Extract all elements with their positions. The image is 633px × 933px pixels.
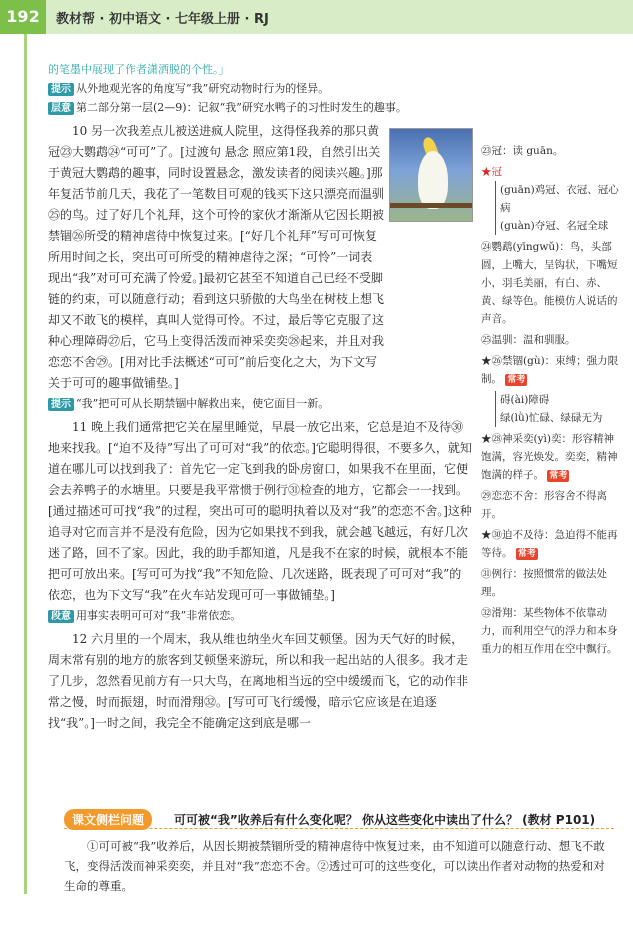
side-note-31: ㉛例行：按照惯常的做法处理。 [481, 568, 607, 598]
question-label: 课文侧栏问题 [64, 809, 152, 830]
side-note-24: ㉔鹦鹉(yīngwǔ)：鸟，头部圆，上嘴大，呈钩状，下嘴短小，羽毛美丽，有白、赤、黄、绿等色。能模仿人说话的声音。 [481, 241, 618, 325]
side-note-23: ㉓冠：读 guān。 [481, 145, 564, 157]
exam-badge: 常考 [549, 471, 568, 481]
note-tag: 提示 [48, 398, 74, 411]
note-text: 从外地观光客的角度写“我”研究动物时行为的怪异。 [76, 82, 330, 95]
note-hint-3 [48, 394, 472, 413]
side-note-32: ㉜滑翔：某些物体不依靠动力，而利用空气的浮力和本身重力的相互作用在空中飘行。 [481, 607, 618, 655]
paragraph-10: 10 另一次我差点儿被送进疯人院里，这得怪我养的那只黄冠㉓大鹦鹉㉔“可可”了。[过渡句 悬念 照应第1段，自然引出关于黄冠大鹦鹉的趣事，同时设置悬念，激发读者的阅读兴趣。]那年复活节前几天，我花了一笔数目可观的钱买下这只漂亮而温驯㉕的鸟。过了好几个礼拜，这个可怜的家伙才渐渐从它因长期被禁锢㉖所受的精神虐待中恢复过来。[“好几个礼拜”写可可恢复所用时间之长，突出可可所受的精神虐待之深；“可怜”一词表现出“我”对可可充满了怜爱。]最初它甚至不知道自己已经不受脚链的约束，可以随意行动；看到这只骄傲的大鸟坐在树枝上想飞却又不敢飞的模样，真叫人觉得可怜。不过，最后等它克服了这种心理障碍㉗后，它马上变得活泼而神采奕奕㉘起来，并且对我恋恋不舍㉙。[用对比手法概述“可可”前后变化之大，为下文写关于可可的趣事做铺垫。] [48, 124, 385, 390]
note-text: ★㉘神采奕(yì)奕：形容精神饱满，容光焕发。奕奕，精神饱满的样子。 [481, 433, 618, 481]
star-icon: ★冠 [481, 166, 502, 178]
brace [495, 181, 621, 235]
side-notes [481, 142, 621, 661]
left-margin-bar [24, 34, 27, 894]
paragraph-12: 12 六月里的一个周末，我从维也纳坐火车回艾顿堡。因为天气好的时候，周末常有别的地方的旅客到艾顿堡来游玩，所以和我一起出站的人很多。我才走了几步，忽然看见前方有一只大鸟，在离地相当远的空中缓缓而飞，它的动作非常之慢，时而振翅，时而滑翔㉜。[写可可飞行缓慢，暗示它应该是在追逐找“我”。]一时之间，我完全不能确定这到底是哪一 [48, 632, 469, 730]
divider [64, 828, 614, 829]
page-number: 192 [0, 0, 46, 34]
side-note-23-polyphone [481, 163, 621, 235]
note-tag: 段意 [48, 610, 74, 623]
reading-b: (guàn)夺冠、名冠全球 [500, 220, 609, 232]
paragraph-11: 11 晚上我们通常把它关在屋里睡觉，早晨一放它出来，它总是迫不及待㉚地来找我。[“迫不及待”写出了可可对“我”的依恋。]它聪明得很，不要多久，就知道在哪儿可以找到我了：首先它一定飞到我的卧房窗口，如果我不在里面，它便会去养鸭子的水塘里。只要是我平常惯于例行㉛检查的地方，它都会一一找到。[通过描述可可找“我”的过程，突出可可的聪明执着以及对“我”的恋恋不舍。]这种追寻对它而言并不是没有危险，因为它如果找不到我，就会越飞越远，有好几次迷了路，回不了家。因此，我的助手都知道，凡是我不在家的时候，就根本不能把可可放出来。[写可可为找“我”不知危险、几次迷路，既表现了可可对“我”的依恋，也为下文写“我”在火车站发现可可一事做铺垫。] [48, 420, 472, 602]
branch [390, 203, 472, 208]
note-hint-1 [48, 79, 472, 98]
answer-text: ①可可被“我”收养后，从因长期被禁锢所受的精神虐待中恢复过来，由不知道可以随意行动、想飞不敢飞，变得活泼而神采奕奕，并且对“我”恋恋不舍。②透过可可的这些变化，可以读出作者对动物的热爱和对生命的尊重。 [64, 839, 605, 893]
note-tag: 提示 [48, 83, 74, 96]
question-text: 可可被“我”收养后有什么变化呢？ 你从这些变化中读出了什么？ (教材 P101) [174, 813, 596, 827]
sidebar-question-banner [64, 808, 614, 830]
book-title: 教材帮 · 初中语文 · 七年级上册 · RJ [56, 12, 269, 27]
reading-a: (guān)鸡冠、衣冠、冠心病 [500, 184, 619, 214]
bird-body [418, 151, 448, 209]
side-note-28 [481, 430, 621, 484]
side-note-30 [481, 526, 621, 562]
page-header [0, 0, 633, 34]
note-text: “我”把可可从长期禁锢中解救出来，使它面目一新。 [76, 397, 330, 410]
note-text: ★㉚迫不及待：急迫得不能再等待。 [481, 529, 618, 559]
exam-badge: 常考 [507, 375, 526, 385]
reading-b: 绿(lǜ)忙碌、绿碌无为 [500, 412, 603, 424]
exam-badge: 常考 [517, 549, 536, 559]
side-note-27 [495, 391, 621, 427]
note-layer [48, 98, 472, 117]
side-note-26 [481, 352, 621, 388]
reading-a: 碍(ài)障碍 [500, 394, 550, 406]
cockatoo-photo [389, 128, 473, 222]
annotation-continued: 的笔墨中展现了作者潇洒脱的个性。」 [48, 63, 230, 76]
note-text: ★㉖禁锢(gù)：束缚；强力限制。 [481, 355, 619, 385]
note-paragraph-meaning [48, 606, 472, 625]
note-tag: 层意 [48, 102, 74, 115]
side-note-29: ㉙恋恋不舍：形容舍不得离开。 [481, 490, 607, 520]
note-text: 用事实表明可可对“我”非常依恋。 [76, 609, 242, 622]
note-text: 第二部分第一层(2—9)：记叙“我”研究水鸭子的习性时发生的趣事。 [76, 101, 407, 114]
side-note-25: ㉕温驯：温和驯服。 [481, 334, 576, 346]
